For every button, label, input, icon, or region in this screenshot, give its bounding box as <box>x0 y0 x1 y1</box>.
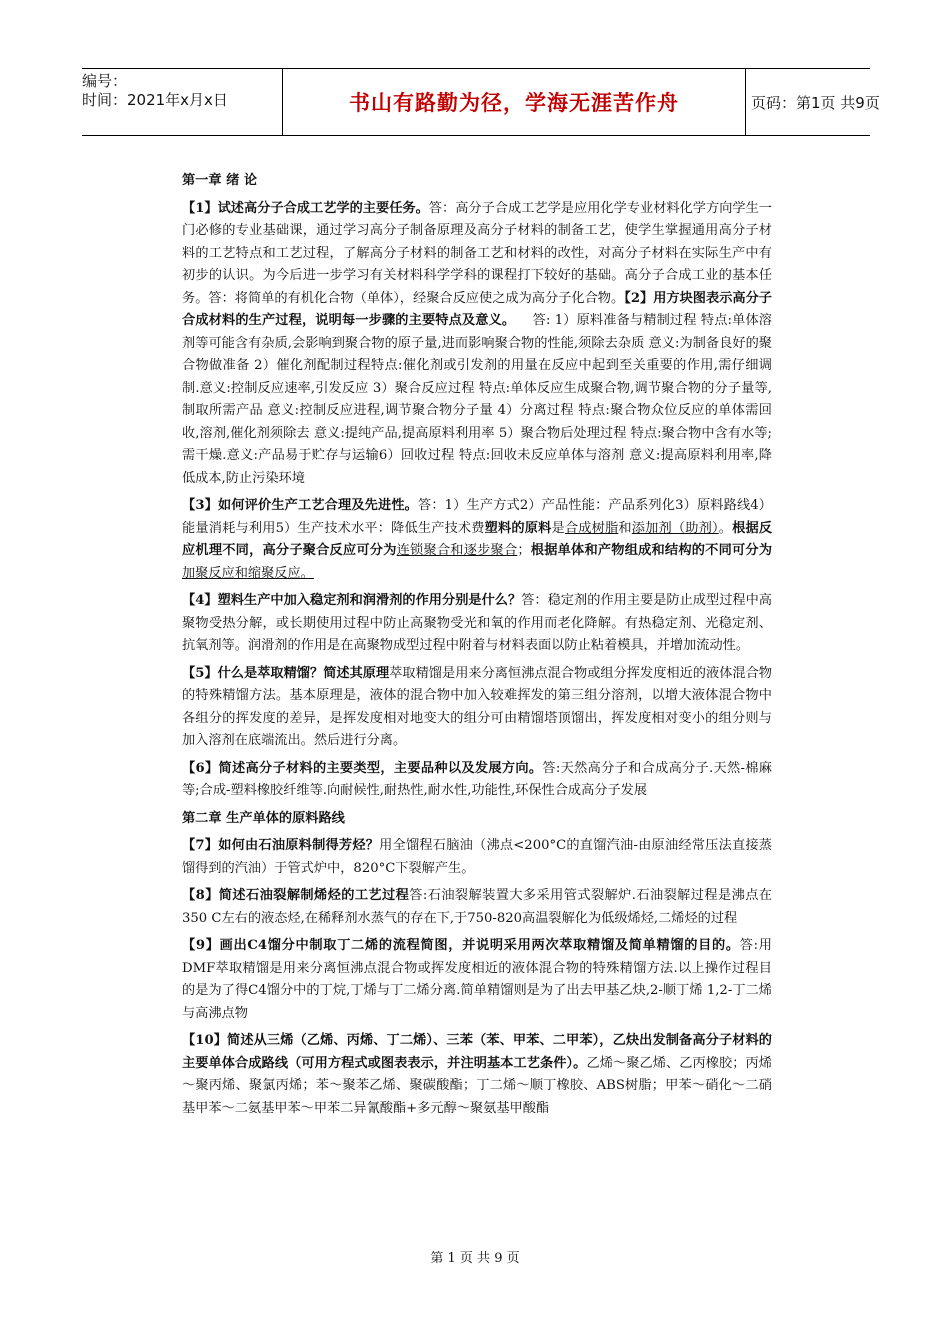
additives-term: 添加剂（助剂） <box>631 520 719 536</box>
question-8 <box>182 885 772 930</box>
page-header <box>82 68 880 136</box>
text-fragment: 。 <box>718 520 733 536</box>
question-1 <box>182 198 772 491</box>
question-8-heading: 【8】简述石油裂解制烯烃的工艺过程 <box>182 888 410 903</box>
number-label: 编号： <box>82 72 128 90</box>
time-label: 时间：2021年x月x日 <box>82 91 228 109</box>
question-6 <box>182 758 772 803</box>
question-10 <box>182 1030 772 1120</box>
question-7 <box>182 835 772 880</box>
question-4-heading: 【4】塑料生产中加入稳定剂和润滑剂的作用分别是什么？ <box>182 593 522 608</box>
question-5-answer: 萃取精馏是用来分离恒沸点混合物或组分挥发度相近的液体混合物的特殊精馏方法。基本原理是，液体的混合物中加入较难挥发的第三组分溶剂，以增大液体混合物中各组分的挥发度的差异，是挥发度相对地变大的组分可由精馏塔顶馏出，挥发度相对变小的组分则与加入溶剂在底端流出。然后进行分离。 <box>182 665 772 748</box>
question-9-heading: 【9】画出C4馏分中制取丁二烯的流程简图，并说明采用两次萃取精馏及简单精馏的目的。 <box>182 938 740 953</box>
motto-text: 书山有路勤为径，学海无涯苦作舟 <box>349 91 679 115</box>
question-3-heading: 【3】如何评价生产工艺合理及先进性。 <box>182 498 418 513</box>
chapter-2-title: 第二章 生产单体的原料路线 <box>182 810 345 826</box>
question-4 <box>182 590 772 658</box>
header-motto-cell <box>282 69 746 135</box>
text-fragment: 是 <box>551 520 565 536</box>
question-3 <box>182 495 772 585</box>
question-10-answer: 乙烯～聚乙烯、乙丙橡胶；丙烯～聚丙烯、聚氯丙烯；苯～聚苯乙烯、聚碳酸酯；丁二烯～顺丁橡胶、ABS树脂；甲苯～硝化～二硝基甲苯～二氨基甲苯～甲苯二异氰酸酯+多元醇～聚氨基甲酸酯 <box>182 1055 772 1116</box>
question-6-answer: 答:天然高分子和合成高分子.天然-棉麻等;合成-塑料橡胶纤维等.向耐候性,耐热性,耐水性,功能性,环保性合成高分子发展 <box>182 760 772 798</box>
question-3-answer: 答：1）生产方式2）产品性能：产品系列化3）原料路线4）能量消耗与利用5）生产技术水平：降低生产技术费 <box>182 498 772 536</box>
text-fragment: ； <box>517 543 531 558</box>
document-body <box>182 170 772 1125</box>
page-footer: 第 1 页 共 9 页 <box>430 1251 520 1266</box>
question-2-answer: 答: 1）原料准备与精制过程 特点:单体溶剂等可能含有杂质,会影响到聚合物的原子量,进而影响聚合物的性能,须除去杂质 意义:为制备良好的聚合物做准备 2）催化剂配制过程特点:催化剂或引发剂的用量在反应中起到至关重要的作用,需仔细调制.意义:控制反应速率,引发反应 3）聚合反应过程 特点:单体反应生成聚合物,调节聚合物的分子量等,制取所需产品 意义:控制反应进程,调节聚合物分子量 4）分离过程 特点:聚合物众位反应的单体需回收,溶剂,催化剂须除去 意义:提纯产品,提高原料利用率 5）聚合物后处理过程 特点:聚合物中含有水等;需干燥.意义:产品易于贮存与运输6）回收过程 特点:回收未反应单体与溶剂 意义:提高原料利用率,降低成本,防止污染环境 <box>182 313 772 486</box>
addition-condensation-term: 加聚反应和缩聚反应。 <box>182 565 314 581</box>
question-7-answer: 用全馏程石脑油（沸点<200°C的直馏汽油-由原油经常压法直接蒸馏得到的汽油）于管式炉中，820°C下裂解产生。 <box>182 838 772 876</box>
header-page-info: 页码：第1页 共9页 <box>751 93 880 112</box>
synthetic-resin-term: 合成树脂 <box>564 520 619 536</box>
question-5-heading: 【5】什么是萃取精馏？简述其原理 <box>182 665 390 681</box>
question-5 <box>182 663 772 753</box>
reaction-mechanism-label: 根据反应机理不同，高分子聚合反应可分为 <box>182 520 773 558</box>
text-fragment: 和 <box>618 520 632 536</box>
question-2-heading: 【2】用方块图表示高分子合成材料的生产过程，说明每一步骤的主要特点及意义。 <box>182 290 772 328</box>
question-7-heading: 【7】如何由石油原料制得芳烃？ <box>182 838 380 853</box>
question-10-heading: 【10】简述从三烯（乙烯、丙烯、丁二烯）、三苯（苯、甲苯、二甲苯），乙炔出发制备高分子材料的主要单体合成路线（可用方程式或图表表示，并注明基本工艺条件）。 <box>182 1033 772 1071</box>
question-9 <box>182 935 772 1025</box>
chapter-1-title: 第一章 绪 论 <box>182 173 258 188</box>
monomer-structure-label: 根据单体和产物组成和结构的不同可分为 <box>530 543 773 558</box>
plastic-materials-label: 塑料的原料 <box>484 520 552 536</box>
question-1-answer: 答：高分子合成工艺学是应用化学专业材料化学方向学生一门必修的专业基础课，通过学习高分子制备原理及高分子材料的制备工艺，使学生掌握通用高分子材料的工艺特点和工艺过程，了解高分子材料的制备工艺和材料的改性，对高分子材料在实际生产中有初步的认识。为今后进一步学习有关材料科学学科的课程打下较好的基础。高分子合成工业的基本任务。答：将简单的有机化合物（单体），经聚合反应使之成为高分子化合物。 <box>182 200 772 306</box>
question-6-heading: 【6】简述高分子材料的主要类型，主要品种以及发展方向。 <box>182 760 543 776</box>
chain-step-polymerization-term: 连锁聚合和逐步聚合 <box>396 543 518 558</box>
question-1-heading: 【1】试述高分子合成工艺学的主要任务。 <box>182 200 429 216</box>
question-8-answer: 答:石油裂解装置大多采用管式裂解炉.石油裂解过程是沸点在350 C左右的液态烃,在稀释剂水蒸气的存在下,于750-820高温裂解化为低级烯烃,二烯烃的过程 <box>182 888 772 926</box>
question-9-answer: 答:用DMF萃取精馏是用来分离恒沸点混合物或挥发度相近的液体混合物的特殊精馏方法.以上操作过程目的是为了得C4馏分中的丁烷,丁烯与丁二烯分离.简单精馏则是为了出去甲基乙炔,2-顺丁烯 1,2-丁二烯与高沸点物 <box>182 938 772 1021</box>
question-4-answer: 答：稳定剂的作用主要是防止成型过程中高聚物受热分解，或长期使用过程中防止高聚物受光和氧的作用而老化降解。有热稳定剂、光稳定剂、抗氧剂等。润滑剂的作用是在高聚物成型过程中附着与材料表面以防止粘着模具，并增加流动性。 <box>182 593 772 653</box>
header-meta <box>82 69 282 138</box>
